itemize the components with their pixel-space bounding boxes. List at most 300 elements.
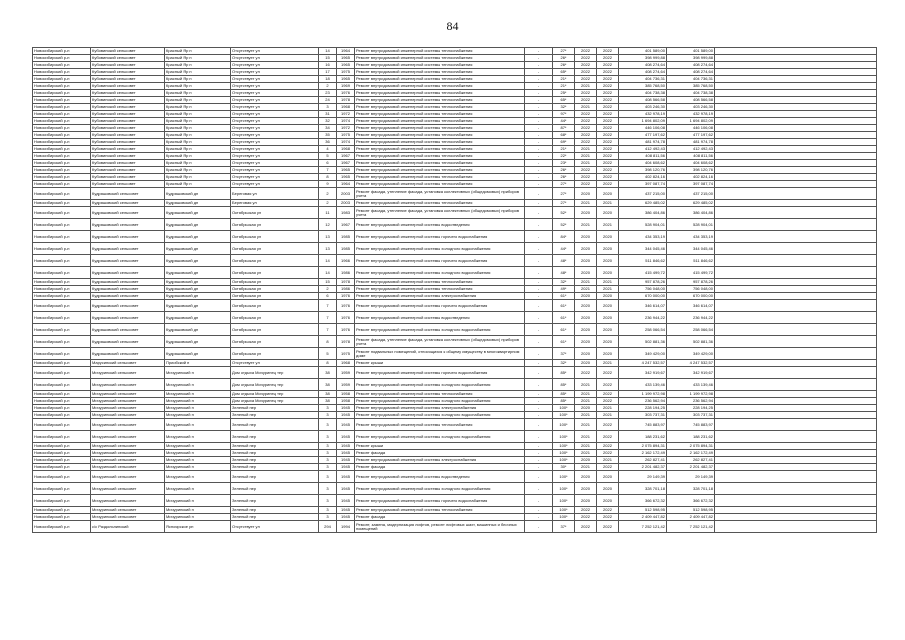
cell-plan-start: 2021 [575, 160, 597, 167]
cell-cost-fund: 2 075 894,31 [667, 443, 715, 450]
table-row [33, 464, 877, 471]
cell-plan-end: 2022 [597, 398, 619, 405]
cell-plan-end: 2022 [597, 139, 619, 146]
cell-stage: - [525, 132, 553, 139]
cell-street: Зеленый пер [231, 514, 319, 521]
cell-cost-total: 745 883,97 [619, 419, 667, 431]
cell-note [715, 336, 877, 348]
cell-work-type: Ремонт внутридомовой инженерной системы теплоснабжения [355, 167, 525, 174]
cell-cost-total: 1 694 802,09 [619, 118, 667, 125]
cell-locality: Кудряшовский дп [165, 207, 231, 219]
cell-cost-total: 670 000,00 [619, 293, 667, 300]
cell-cost-fund: 29 149,39 [667, 471, 715, 483]
cell-build-year: 1945 [337, 412, 355, 419]
cell-municipal-district: Новосибирский р-н [33, 412, 91, 419]
cell-build-year: 1959 [337, 379, 355, 391]
cell-locality: Красный Яр п [165, 174, 231, 181]
table-row [33, 160, 877, 167]
cell-work-type: Ремонт фасада, утепление фасада, установка коллективных (общедомовых) приборов учета [355, 188, 525, 200]
cell-municipal-district: Новосибирский р-н [33, 69, 91, 76]
cell-work-type: Ремонт внутридомовой инженерной системы холодного водоснабжения [355, 243, 525, 255]
cell-note [715, 521, 877, 533]
cell-build-year: 1945 [337, 419, 355, 431]
cell-house-number: 17 [319, 69, 337, 76]
cell-house-number: 36 [319, 139, 337, 146]
cell-cost-fund: 366 672,32 [667, 495, 715, 507]
cell-cost-fund: 446 106,08 [667, 125, 715, 132]
cell-cost-total: 328 701,18 [619, 483, 667, 495]
cell-stage: - [525, 55, 553, 62]
cell-municipal-district: Новосибирский р-н [33, 450, 91, 457]
cell-build-year: 1945 [337, 431, 355, 443]
cell-work-type: Ремонт внутридомовой инженерной системы теплоснабжения [355, 76, 525, 83]
cell-settlement: с/с Раздольнинский [91, 521, 165, 533]
cell-wear-percent: 26* [553, 55, 575, 62]
cell-work-type: Ремонт подвальных помещений, относящихся к общему имуществу в многоквартирном доме [355, 348, 525, 360]
cell-wear-percent: 37* [553, 521, 575, 533]
cell-wear-percent: 22* [553, 153, 575, 160]
cell-cost-total: 236 944,22 [619, 312, 667, 324]
cell-cost-fund: 408 274,64 [667, 62, 715, 69]
cell-wear-percent: 100* [553, 405, 575, 412]
table-row [33, 471, 877, 483]
cell-settlement: Мичуринский сельсовет [91, 507, 165, 514]
cell-build-year: 1985 [337, 243, 355, 255]
cell-plan-end: 2022 [597, 391, 619, 398]
cell-street: Октябрьская ул [231, 348, 319, 360]
cell-cost-fund: 398 120,76 [667, 167, 715, 174]
cell-settlement: Кудряшовский сельсовет [91, 207, 165, 219]
table-row [33, 200, 877, 207]
cell-wear-percent: 100* [553, 471, 575, 483]
cell-stage: - [525, 48, 553, 55]
cell-locality: Кудряшовский дп [165, 255, 231, 267]
cell-settlement: Мичуринский сельсовет [91, 398, 165, 405]
cell-plan-end: 2022 [597, 76, 619, 83]
cell-build-year: 1978 [337, 336, 355, 348]
cell-plan-start: 2020 [575, 312, 597, 324]
cell-stage: - [525, 360, 553, 367]
cell-settlement: Мичуринский сельсовет [91, 431, 165, 443]
cell-street: Октябрьская ул [231, 324, 319, 336]
cell-stage: - [525, 267, 553, 279]
cell-note [715, 300, 877, 312]
cell-cost-total: 4 247 532,57 [619, 360, 667, 367]
cell-note [715, 167, 877, 174]
cell-build-year: 1945 [337, 471, 355, 483]
table-row [33, 279, 877, 286]
cell-street: Зеленый пер [231, 457, 319, 464]
cell-plan-end: 2022 [597, 83, 619, 90]
cell-build-year: 1986 [337, 267, 355, 279]
cell-build-year: 1978 [337, 97, 355, 104]
cell-stage: - [525, 419, 553, 431]
cell-municipal-district: Новосибирский р-н [33, 495, 91, 507]
cell-note [715, 324, 877, 336]
cell-stage: - [525, 111, 553, 118]
table-row [33, 443, 877, 450]
cell-settlement: Кудряшовский сельсовет [91, 324, 165, 336]
cell-cost-fund: 437 215,00 [667, 188, 715, 200]
cell-settlement: Кубовинский сельсовет [91, 181, 165, 188]
cell-street: Отсутствует ул [231, 125, 319, 132]
cell-cost-fund: 408 566,58 [667, 97, 715, 104]
cell-work-type: Ремонт внутридомовой инженерной системы теплоснабжения [355, 160, 525, 167]
cell-wear-percent: 61* [553, 324, 575, 336]
cell-cost-total: 433 139,46 [619, 379, 667, 391]
cell-house-number: 2 [319, 200, 337, 207]
cell-cost-fund: 404 608,62 [667, 160, 715, 167]
cell-wear-percent: 21* [553, 146, 575, 153]
cell-house-number: 34 [319, 125, 337, 132]
cell-municipal-district: Новосибирский р-н [33, 443, 91, 450]
table-row [33, 76, 877, 83]
table-row [33, 139, 877, 146]
cell-cost-total: 349 429,00 [619, 348, 667, 360]
cell-house-number: 38 [319, 398, 337, 405]
cell-plan-end: 2020 [597, 293, 619, 300]
cell-cost-total: 415 499,72 [619, 267, 667, 279]
cell-note [715, 69, 877, 76]
cell-wear-percent: 32* [553, 360, 575, 367]
cell-plan-start: 2022 [575, 125, 597, 132]
cell-street: Отсутствует ул [231, 90, 319, 97]
table-row [33, 118, 877, 125]
cell-locality: Мичуринский п [165, 412, 231, 419]
cell-work-type: Ремонт внутридомовой инженерной системы теплоснабжения [355, 391, 525, 398]
cell-settlement: Кубовинский сельсовет [91, 146, 165, 153]
table-row [33, 379, 877, 391]
cell-cost-total: 398 999,88 [619, 55, 667, 62]
cell-wear-percent: 27* [553, 188, 575, 200]
cell-plan-end: 2022 [597, 62, 619, 69]
cell-settlement: Кудряшовский сельсовет [91, 243, 165, 255]
cell-street: Отсутствует ул [231, 181, 319, 188]
cell-plan-start: 2021 [575, 391, 597, 398]
cell-stage: - [525, 443, 553, 450]
cell-work-type: Ремонт внутридомовой инженерной системы теплоснабжения [355, 48, 525, 55]
cell-stage: - [525, 464, 553, 471]
cell-cost-total: 366 672,32 [619, 495, 667, 507]
cell-stage: - [525, 118, 553, 125]
cell-cost-fund: 402 824,16 [667, 174, 715, 181]
cell-street: Отсутствует ул [231, 76, 319, 83]
cell-house-number: 15 [319, 279, 337, 286]
cell-municipal-district: Новосибирский р-н [33, 367, 91, 379]
cell-work-type: Ремонт внутридомовой инженерной системы холодного водоснабжения [355, 267, 525, 279]
cell-stage: - [525, 279, 553, 286]
cell-note [715, 360, 877, 367]
cell-build-year: 1968 [337, 104, 355, 111]
cell-build-year: 1976 [337, 300, 355, 312]
cell-plan-end: 2022 [597, 167, 619, 174]
cell-cost-total: 404 608,62 [619, 160, 667, 167]
cell-cost-fund: 415 499,72 [667, 267, 715, 279]
cell-settlement: Кудряшовский сельсовет [91, 219, 165, 231]
cell-wear-percent: 85* [553, 379, 575, 391]
cell-note [715, 139, 877, 146]
cell-cost-total: 1 199 972,98 [619, 391, 667, 398]
cell-stage: - [525, 62, 553, 69]
cell-house-number: 13 [319, 231, 337, 243]
cell-cost-fund: 502 881,36 [667, 336, 715, 348]
cell-cost-total: 528 904,01 [619, 219, 667, 231]
cell-cost-fund: 342 919,67 [667, 367, 715, 379]
cell-cost-fund: 512 598,95 [667, 507, 715, 514]
cell-cost-total: 402 824,16 [619, 174, 667, 181]
cell-stage: - [525, 348, 553, 360]
cell-cost-total: 2 409 447,82 [619, 514, 667, 521]
cell-note [715, 104, 877, 111]
cell-work-type: Ремонт внутридомовой инженерной системы теплоснабжения [355, 132, 525, 139]
table-row [33, 514, 877, 521]
cell-plan-end: 2020 [597, 300, 619, 312]
cell-locality: Мичуринский п [165, 464, 231, 471]
cell-plan-start: 2020 [575, 405, 597, 412]
cell-note [715, 111, 877, 118]
cell-street: Отсутствует ул [231, 83, 319, 90]
cell-wear-percent: 61* [553, 336, 575, 348]
cell-locality: Мичуринский п [165, 495, 231, 507]
cell-locality: Мичуринский п [165, 507, 231, 514]
cell-municipal-district: Новосибирский р-н [33, 300, 91, 312]
cell-settlement: Кубовинский сельсовет [91, 139, 165, 146]
cell-cost-fund: 4 247 532,57 [667, 360, 715, 367]
cell-house-number: 3 [319, 507, 337, 514]
table-row [33, 300, 877, 312]
cell-locality: Мичуринский п [165, 483, 231, 495]
cell-street: Зеленый пер [231, 443, 319, 450]
cell-locality: Кудряшовский дп [165, 219, 231, 231]
cell-work-type: Ремонт внутридомовой инженерной системы холодного водоснабжения [355, 431, 525, 443]
cell-house-number: 294 [319, 521, 337, 533]
cell-plan-start: 2022 [575, 90, 597, 97]
cell-cost-fund: 1 199 972,98 [667, 391, 715, 398]
cell-build-year: 1965 [337, 55, 355, 62]
cell-house-number: 3 [319, 405, 337, 412]
cell-settlement: Мичуринский сельсовет [91, 457, 165, 464]
cell-note [715, 97, 877, 104]
cell-work-type: Ремонт внутридомовой инженерной системы теплоснабжения [355, 118, 525, 125]
cell-settlement: Кудряшовский сельсовет [91, 231, 165, 243]
cell-street: Отсутствует ул [231, 97, 319, 104]
cell-plan-end: 2020 [597, 471, 619, 483]
cell-cost-fund: 236 562,94 [667, 398, 715, 405]
cell-cost-fund: 236 944,22 [667, 312, 715, 324]
cell-cost-fund: 403 246,30 [667, 104, 715, 111]
cell-house-number: 7 [319, 300, 337, 312]
cell-locality: Кудряшовский дп [165, 300, 231, 312]
cell-cost-fund: 303 737,31 [667, 412, 715, 419]
cell-wear-percent: 100* [553, 443, 575, 450]
repair-register-table [32, 47, 877, 533]
cell-house-number: 6 [319, 293, 337, 300]
cell-wear-percent: 97* [553, 111, 575, 118]
cell-note [715, 443, 877, 450]
cell-house-number: 7 [319, 167, 337, 174]
cell-house-number: 31 [319, 111, 337, 118]
cell-street: Октябрьская ул [231, 336, 319, 348]
cell-locality: Мичуринский п [165, 450, 231, 457]
cell-cost-fund: 481 974,78 [667, 139, 715, 146]
cell-build-year: 1945 [337, 450, 355, 457]
cell-work-type: Ремонт фасада [355, 464, 525, 471]
cell-work-type: Ремонт внутридомовой инженерной системы горячего водоснабжения [355, 300, 525, 312]
cell-plan-start: 2020 [575, 207, 597, 219]
cell-locality: Красный Яр п [165, 146, 231, 153]
cell-note [715, 471, 877, 483]
cell-municipal-district: Новосибирский р-н [33, 312, 91, 324]
cell-note [715, 464, 877, 471]
cell-house-number: 8 [319, 360, 337, 367]
cell-cost-fund: 258 066,54 [667, 324, 715, 336]
cell-note [715, 153, 877, 160]
cell-stage: - [525, 83, 553, 90]
table-row [33, 153, 877, 160]
cell-settlement: Кудряшовский сельсовет [91, 312, 165, 324]
cell-locality: Кудряшовский дп [165, 312, 231, 324]
cell-stage: - [525, 398, 553, 405]
cell-house-number: 5 [319, 153, 337, 160]
cell-note [715, 188, 877, 200]
cell-stage: - [525, 139, 553, 146]
cell-stage: - [525, 412, 553, 419]
cell-cost-total: 188 231,62 [619, 431, 667, 443]
cell-settlement: Кубовинский сельсовет [91, 118, 165, 125]
cell-cost-total: 629 485,02 [619, 200, 667, 207]
cell-cost-fund: 188 231,62 [667, 431, 715, 443]
cell-plan-start: 2022 [575, 132, 597, 139]
cell-plan-start: 2020 [575, 495, 597, 507]
cell-stage: - [525, 457, 553, 464]
cell-locality: Красный Яр п [165, 125, 231, 132]
cell-street: Зеленый пер [231, 405, 319, 412]
cell-municipal-district: Новосибирский р-н [33, 153, 91, 160]
cell-plan-start: 2022 [575, 69, 597, 76]
cell-cost-total: 342 919,67 [619, 367, 667, 379]
cell-wear-percent: 100* [553, 507, 575, 514]
cell-cost-total: 404 736,31 [619, 76, 667, 83]
cell-note [715, 450, 877, 457]
cell-note [715, 483, 877, 495]
cell-stage: - [525, 336, 553, 348]
cell-cost-total: 7 252 121,42 [619, 521, 667, 533]
cell-municipal-district: Новосибирский р-н [33, 457, 91, 464]
cell-municipal-district: Новосибирский р-н [33, 255, 91, 267]
cell-build-year: 1969 [337, 83, 355, 90]
cell-locality: Красный Яр п [165, 181, 231, 188]
cell-settlement: Кубовинский сельсовет [91, 48, 165, 55]
cell-cost-fund: 328 701,18 [667, 483, 715, 495]
cell-municipal-district: Новосибирский р-н [33, 55, 91, 62]
cell-cost-fund: 434 353,19 [667, 231, 715, 243]
cell-build-year: 1958 [337, 391, 355, 398]
cell-note [715, 76, 877, 83]
cell-street: Отсутствует ул [231, 62, 319, 69]
cell-municipal-district: Новосибирский р-н [33, 83, 91, 90]
cell-wear-percent: 30* [553, 464, 575, 471]
cell-stage: - [525, 231, 553, 243]
cell-stage: - [525, 181, 553, 188]
cell-plan-end: 2022 [597, 69, 619, 76]
cell-municipal-district: Новосибирский р-н [33, 139, 91, 146]
cell-street: Отсутствует ул [231, 48, 319, 55]
cell-plan-start: 2022 [575, 181, 597, 188]
cell-plan-end: 2020 [597, 348, 619, 360]
cell-settlement: Кубовинский сельсовет [91, 62, 165, 69]
cell-settlement: Мичуринский сельсовет [91, 391, 165, 398]
cell-plan-end: 2022 [597, 153, 619, 160]
cell-locality: Мичуринский п [165, 367, 231, 379]
cell-settlement: Кубовинский сельсовет [91, 55, 165, 62]
cell-cost-total: 398 120,76 [619, 167, 667, 174]
cell-plan-end: 2020 [597, 243, 619, 255]
cell-house-number: 2 [319, 188, 337, 200]
cell-locality: Кудряшовский дп [165, 293, 231, 300]
cell-plan-start: 2021 [575, 153, 597, 160]
cell-plan-start: 2020 [575, 255, 597, 267]
cell-street: Отсутствует ул [231, 521, 319, 533]
cell-locality: Красный Яр п [165, 160, 231, 167]
cell-street: Зеленый пер [231, 495, 319, 507]
page-number: 84 [446, 19, 459, 33]
cell-street: Отсутствует ул [231, 132, 319, 139]
cell-settlement: Кудряшовский сельсовет [91, 300, 165, 312]
cell-plan-end: 2022 [597, 55, 619, 62]
cell-stage: - [525, 431, 553, 443]
cell-street: Отсутствует ул [231, 153, 319, 160]
cell-municipal-district: Новосибирский р-н [33, 97, 91, 104]
cell-work-type: Ремонт внутридомовой инженерной системы холодного водоснабжения [355, 379, 525, 391]
cell-street: Отсутствует ул [231, 167, 319, 174]
cell-stage: - [525, 255, 553, 267]
cell-stage: - [525, 90, 553, 97]
cell-locality: Кудряшовский дп [165, 200, 231, 207]
cell-plan-end: 2022 [597, 104, 619, 111]
table-row [33, 457, 877, 464]
cell-note [715, 286, 877, 293]
cell-wear-percent: 65* [553, 97, 575, 104]
cell-municipal-district: Новосибирский р-н [33, 200, 91, 207]
cell-build-year: 1986 [337, 286, 355, 293]
cell-note [715, 405, 877, 412]
cell-plan-start: 2021 [575, 431, 597, 443]
cell-plan-start: 2021 [575, 464, 597, 471]
cell-stage: - [525, 207, 553, 219]
cell-municipal-district: Новосибирский р-н [33, 514, 91, 521]
cell-wear-percent: 85* [553, 398, 575, 405]
cell-house-number: 3 [319, 431, 337, 443]
cell-house-number: 38 [319, 379, 337, 391]
cell-wear-percent: 48* [553, 267, 575, 279]
cell-settlement: Мичуринский сельсовет [91, 443, 165, 450]
cell-street: Октябрьская ул [231, 255, 319, 267]
cell-cost-total: 2 201 482,37 [619, 464, 667, 471]
cell-stage: - [525, 153, 553, 160]
cell-build-year: 1975 [337, 132, 355, 139]
cell-settlement: Кубовинский сельсовет [91, 160, 165, 167]
cell-wear-percent: 87* [553, 125, 575, 132]
cell-plan-end: 2022 [597, 174, 619, 181]
cell-build-year: 1964 [337, 48, 355, 55]
cell-build-year: 1975 [337, 69, 355, 76]
cell-plan-end: 2020 [597, 336, 619, 348]
cell-house-number: 12 [319, 219, 337, 231]
table-row [33, 348, 877, 360]
cell-work-type: Ремонт крыши [355, 443, 525, 450]
cell-plan-end: 2022 [597, 90, 619, 97]
cell-work-type: Ремонт фасада, утепление фасада, установка коллективных (общедомовых) приборов учета [355, 207, 525, 219]
